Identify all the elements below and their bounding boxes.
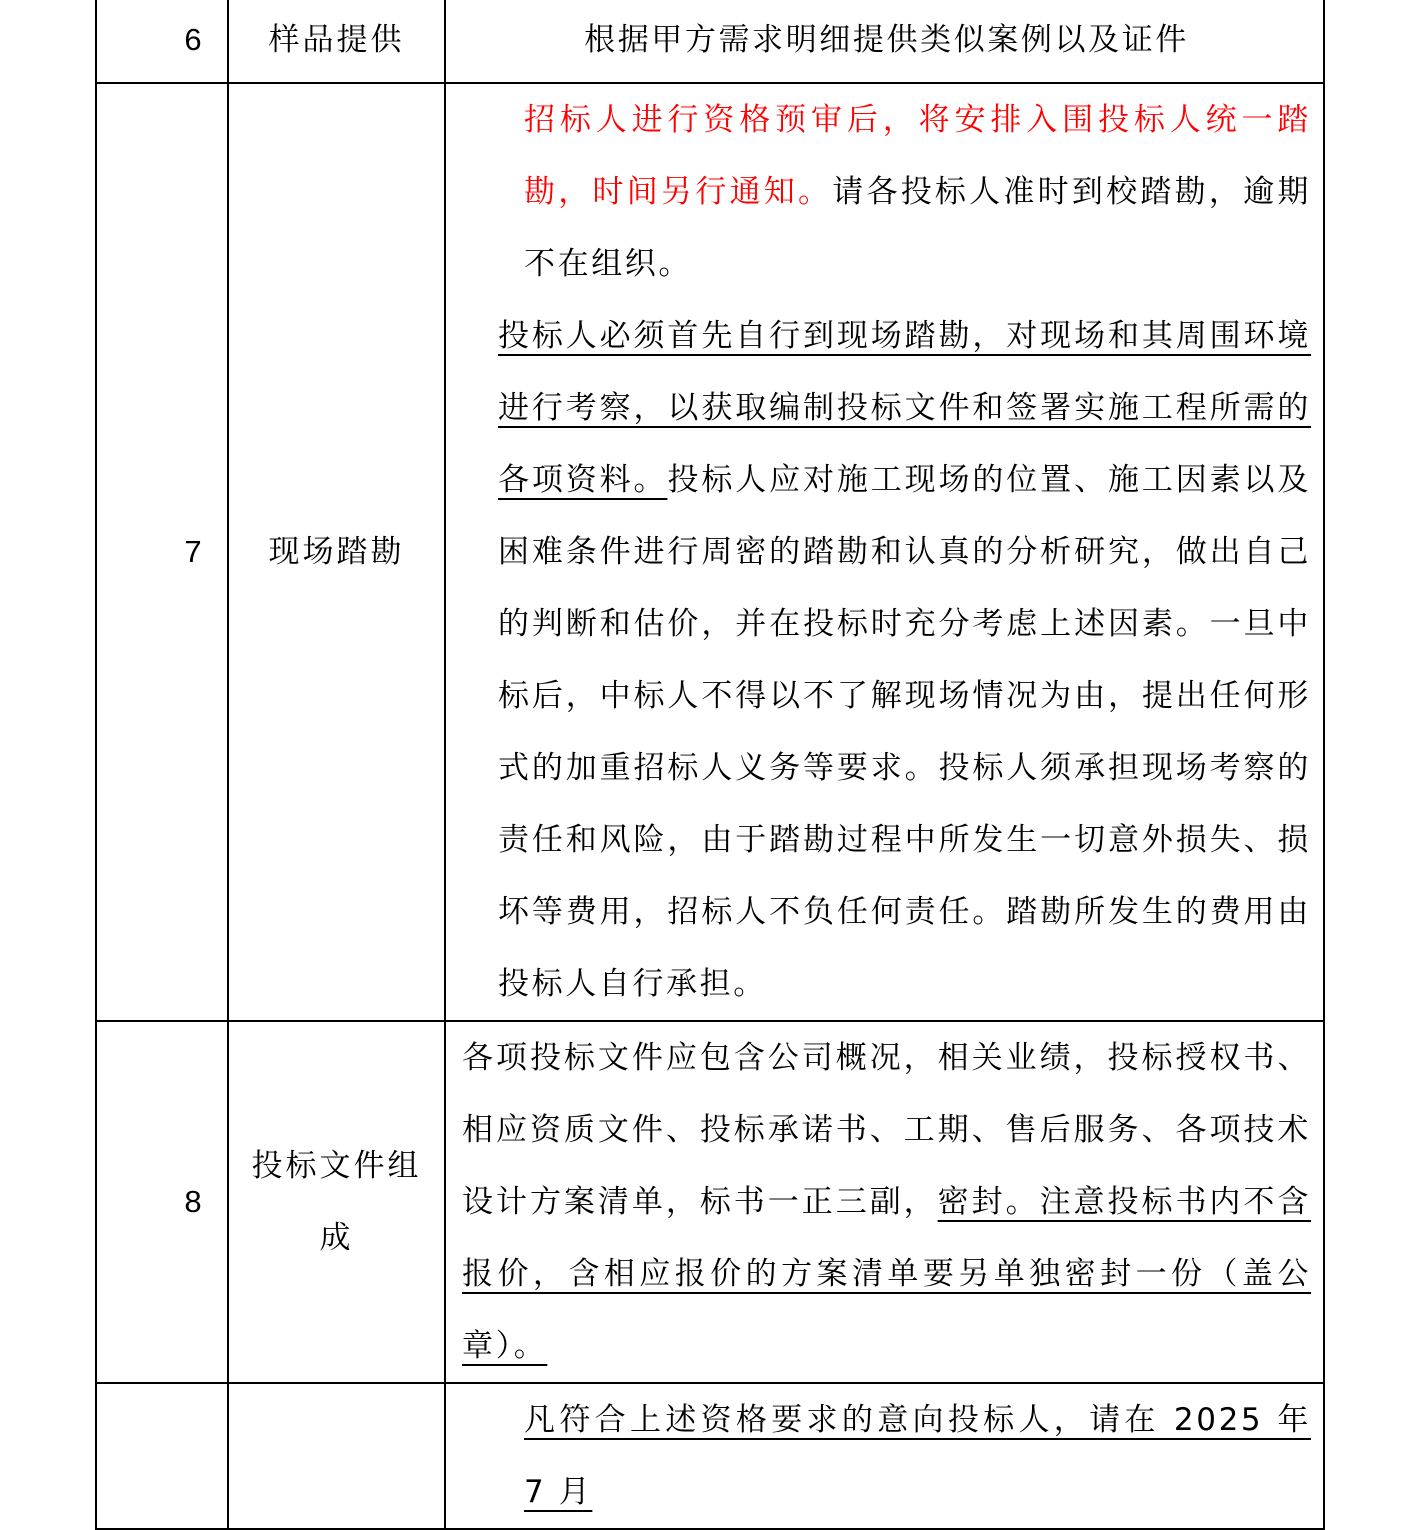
notice-continuation: 请各投标人准时到校踏勘，逾期不在组织。 (524, 174, 1311, 282)
item-content-cell (445, 0, 1324, 83)
table-row (96, 0, 1324, 83)
item-name-cell (228, 0, 445, 83)
table-row (96, 83, 1324, 1021)
row-number: 6 (184, 22, 202, 57)
content-paragraph (462, 84, 1311, 300)
content-paragraph (462, 1022, 1311, 1382)
content-paragraph (462, 1384, 1311, 1528)
content-paragraph (462, 300, 1311, 1020)
row-number-cell (96, 1383, 228, 1529)
item-name: 现场踏勘 (268, 534, 405, 570)
row-number-cell (96, 1021, 228, 1383)
row-number-cell (96, 83, 228, 1021)
item-content-cell (445, 83, 1324, 1021)
document-list: 各项投标文件应包含公司概况，相关业绩，投标授权书、相应资质文件、投标承诺书、工期、售后服务、各项技术设计方案清单，标书一正三副， (462, 1040, 1311, 1220)
item-name-cell (228, 1021, 445, 1383)
table-row (96, 1383, 1324, 1529)
eligibility-notice: 凡符合上述资格要求的意向投标人，请在 2025 年 7 月 (524, 1402, 1311, 1510)
row-number: 7 (184, 534, 202, 569)
underlined-requirement: 投标人必须首先自行到现场踏勘，对现场和其周围环境进行考察，以获取编制投标文件和签署实施工程所需的各项资料。 (498, 318, 1311, 498)
row-number: 8 (184, 1184, 202, 1219)
item-name: 投标文件组成 (251, 1148, 422, 1256)
item-content-cell (445, 1021, 1324, 1383)
highlighted-notice: 招标人进行资格预审后，将安排入围投标人统一踏勘，时间另行通知。 (524, 102, 1311, 210)
item-name: 样品提供 (268, 22, 405, 58)
requirement-details: 投标人应对施工现场的位置、施工因素以及困难条件进行周密的踏勘和认真的分析研究，做出自己的判断和估价，并在投标时充分考虑上述因素。一旦中标后，中标人不得以不了解现场情况为由，提出任何形式的加重招标人义务等要求。投标人须承担现场考察的责任和风险，由于踏勘过程中所发生一切意外损失、损坏等费用，招标人不负任何责任。踏勘所发生的费用由投标人自行承担。 (498, 462, 1311, 1002)
item-content: 根据甲方需求明细提供类似案例以及证件 (584, 22, 1189, 58)
bid-requirements-table (95, 0, 1325, 1530)
item-name-cell (228, 83, 445, 1021)
table-row (96, 1021, 1324, 1383)
row-number-cell (96, 0, 228, 83)
item-name-cell (228, 1383, 445, 1529)
sealing-notice: 密封。注意投标书内不含报价，含相应报价的方案清单要另单独密封一份（盖公章）。 (462, 1184, 1311, 1364)
item-content-cell (445, 1383, 1324, 1529)
